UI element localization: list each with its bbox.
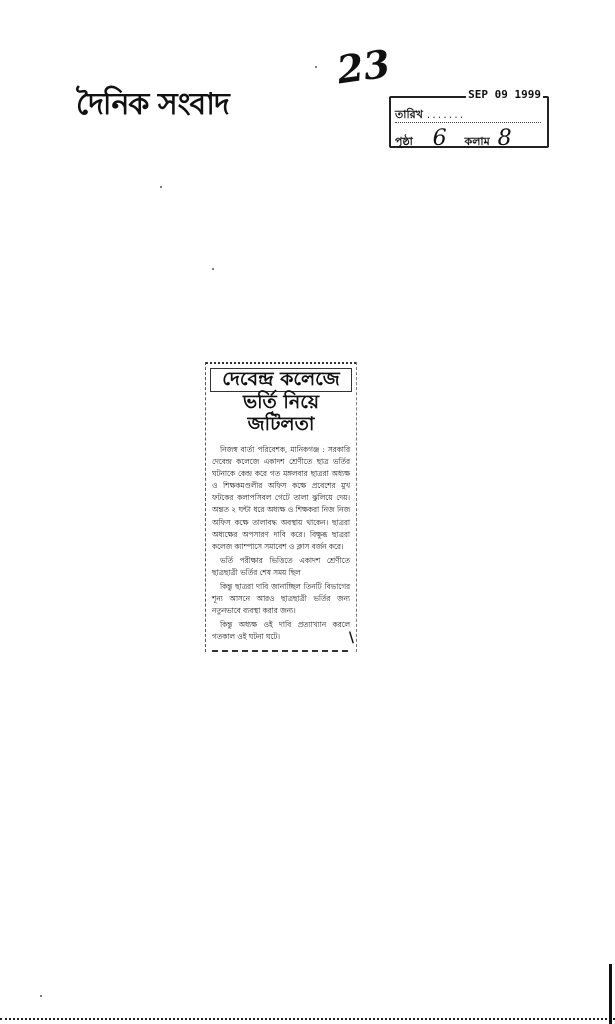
stamp-page-row	[395, 126, 512, 152]
headline-line-2: ভর্তি নিয়ে	[242, 390, 320, 413]
stamp-date-label: তারিখ	[395, 108, 423, 121]
scan-speck	[315, 66, 317, 68]
newspaper-clipping	[205, 362, 357, 652]
stamp-page-value: 6	[432, 126, 447, 151]
article-paragraph: কিন্তু ছাত্ররা দাবি জানাচ্ছিল তিনটি বিভাগের শূন্য আসনে আরও ছাত্রছাত্রী ভর্তির জন্য নতুনভাবে ব্যবস্থা করার জন্য।	[212, 582, 350, 616]
date-stamp	[389, 88, 549, 151]
scan-speck	[40, 995, 42, 997]
article-paragraph: কিন্তু অধ্যক্ষ ওই দাবি প্রত্যাখ্যান করলে গতকাল ওই ঘটনা ঘটে।	[212, 620, 350, 642]
handwritten-reference-number: 23	[334, 40, 393, 93]
pen-tick-mark: \	[348, 630, 354, 646]
article-headline	[210, 368, 352, 436]
stamp-divider	[395, 122, 541, 123]
clipping-top-edge	[206, 362, 356, 364]
scan-speck	[160, 186, 162, 188]
article-paragraph: নিজস্ব বার্তা পরিবেশক, মানিকগঞ্জ : সরকারি দেবেন্দ্র কলেজে একাদশ শ্রেণীতে ছাত্র ভর্তির ঘটনাকে কেন্দ্র করে গত মঙ্গলবার ছাত্ররা অধ্যক্ষ ও শিক্ষকমণ্ডলীর অফিস কক্ষে প্রবেশের মুখ ফটকের কলাপসিবল গেটে তালা ঝুলিয়ে দেয়। অন্তত ২ ঘন্টা ধরে অধ্যক্ষ ও শিক্ষকরা নিজ নিজ অফিস কক্ষে তালাবদ্ধ অবস্থায় থাকেন। ছাত্ররা অধ্যক্ষের অপসারণ দাবি করে। বিক্ষুব্ধ ছাত্ররা কলেজ ক্যাম্পাসে সমাবেশ ও ক্লাস বর্জন করে।	[212, 445, 350, 551]
stamp-column-value: 8	[497, 126, 512, 151]
stamp-dots: .......	[426, 108, 466, 121]
headline-line-3: জটিলতা	[247, 412, 315, 435]
article-body	[212, 444, 350, 646]
scan-bottom-edge	[0, 1006, 615, 1020]
stamp-column-label: কলাম	[464, 135, 490, 148]
scan-right-edge	[603, 964, 612, 1024]
headline-line-1: দেবেন্দ্র কলেজে	[210, 368, 352, 392]
scan-speck	[212, 268, 214, 270]
newspaper-masthead: দৈনিক সংবাদ	[76, 87, 229, 122]
clipping-bottom-edge	[212, 650, 348, 652]
article-paragraph: ভর্তি পরীক্ষার ভিত্তিতে একাদশ শ্রেণীতে ছাত্রছাত্রী ভর্তির শেষ সময় ছিল	[212, 555, 350, 577]
stamp-date: SEP 09 1999	[468, 88, 541, 101]
stamp-page-label: পৃষ্ঠা	[395, 135, 413, 148]
